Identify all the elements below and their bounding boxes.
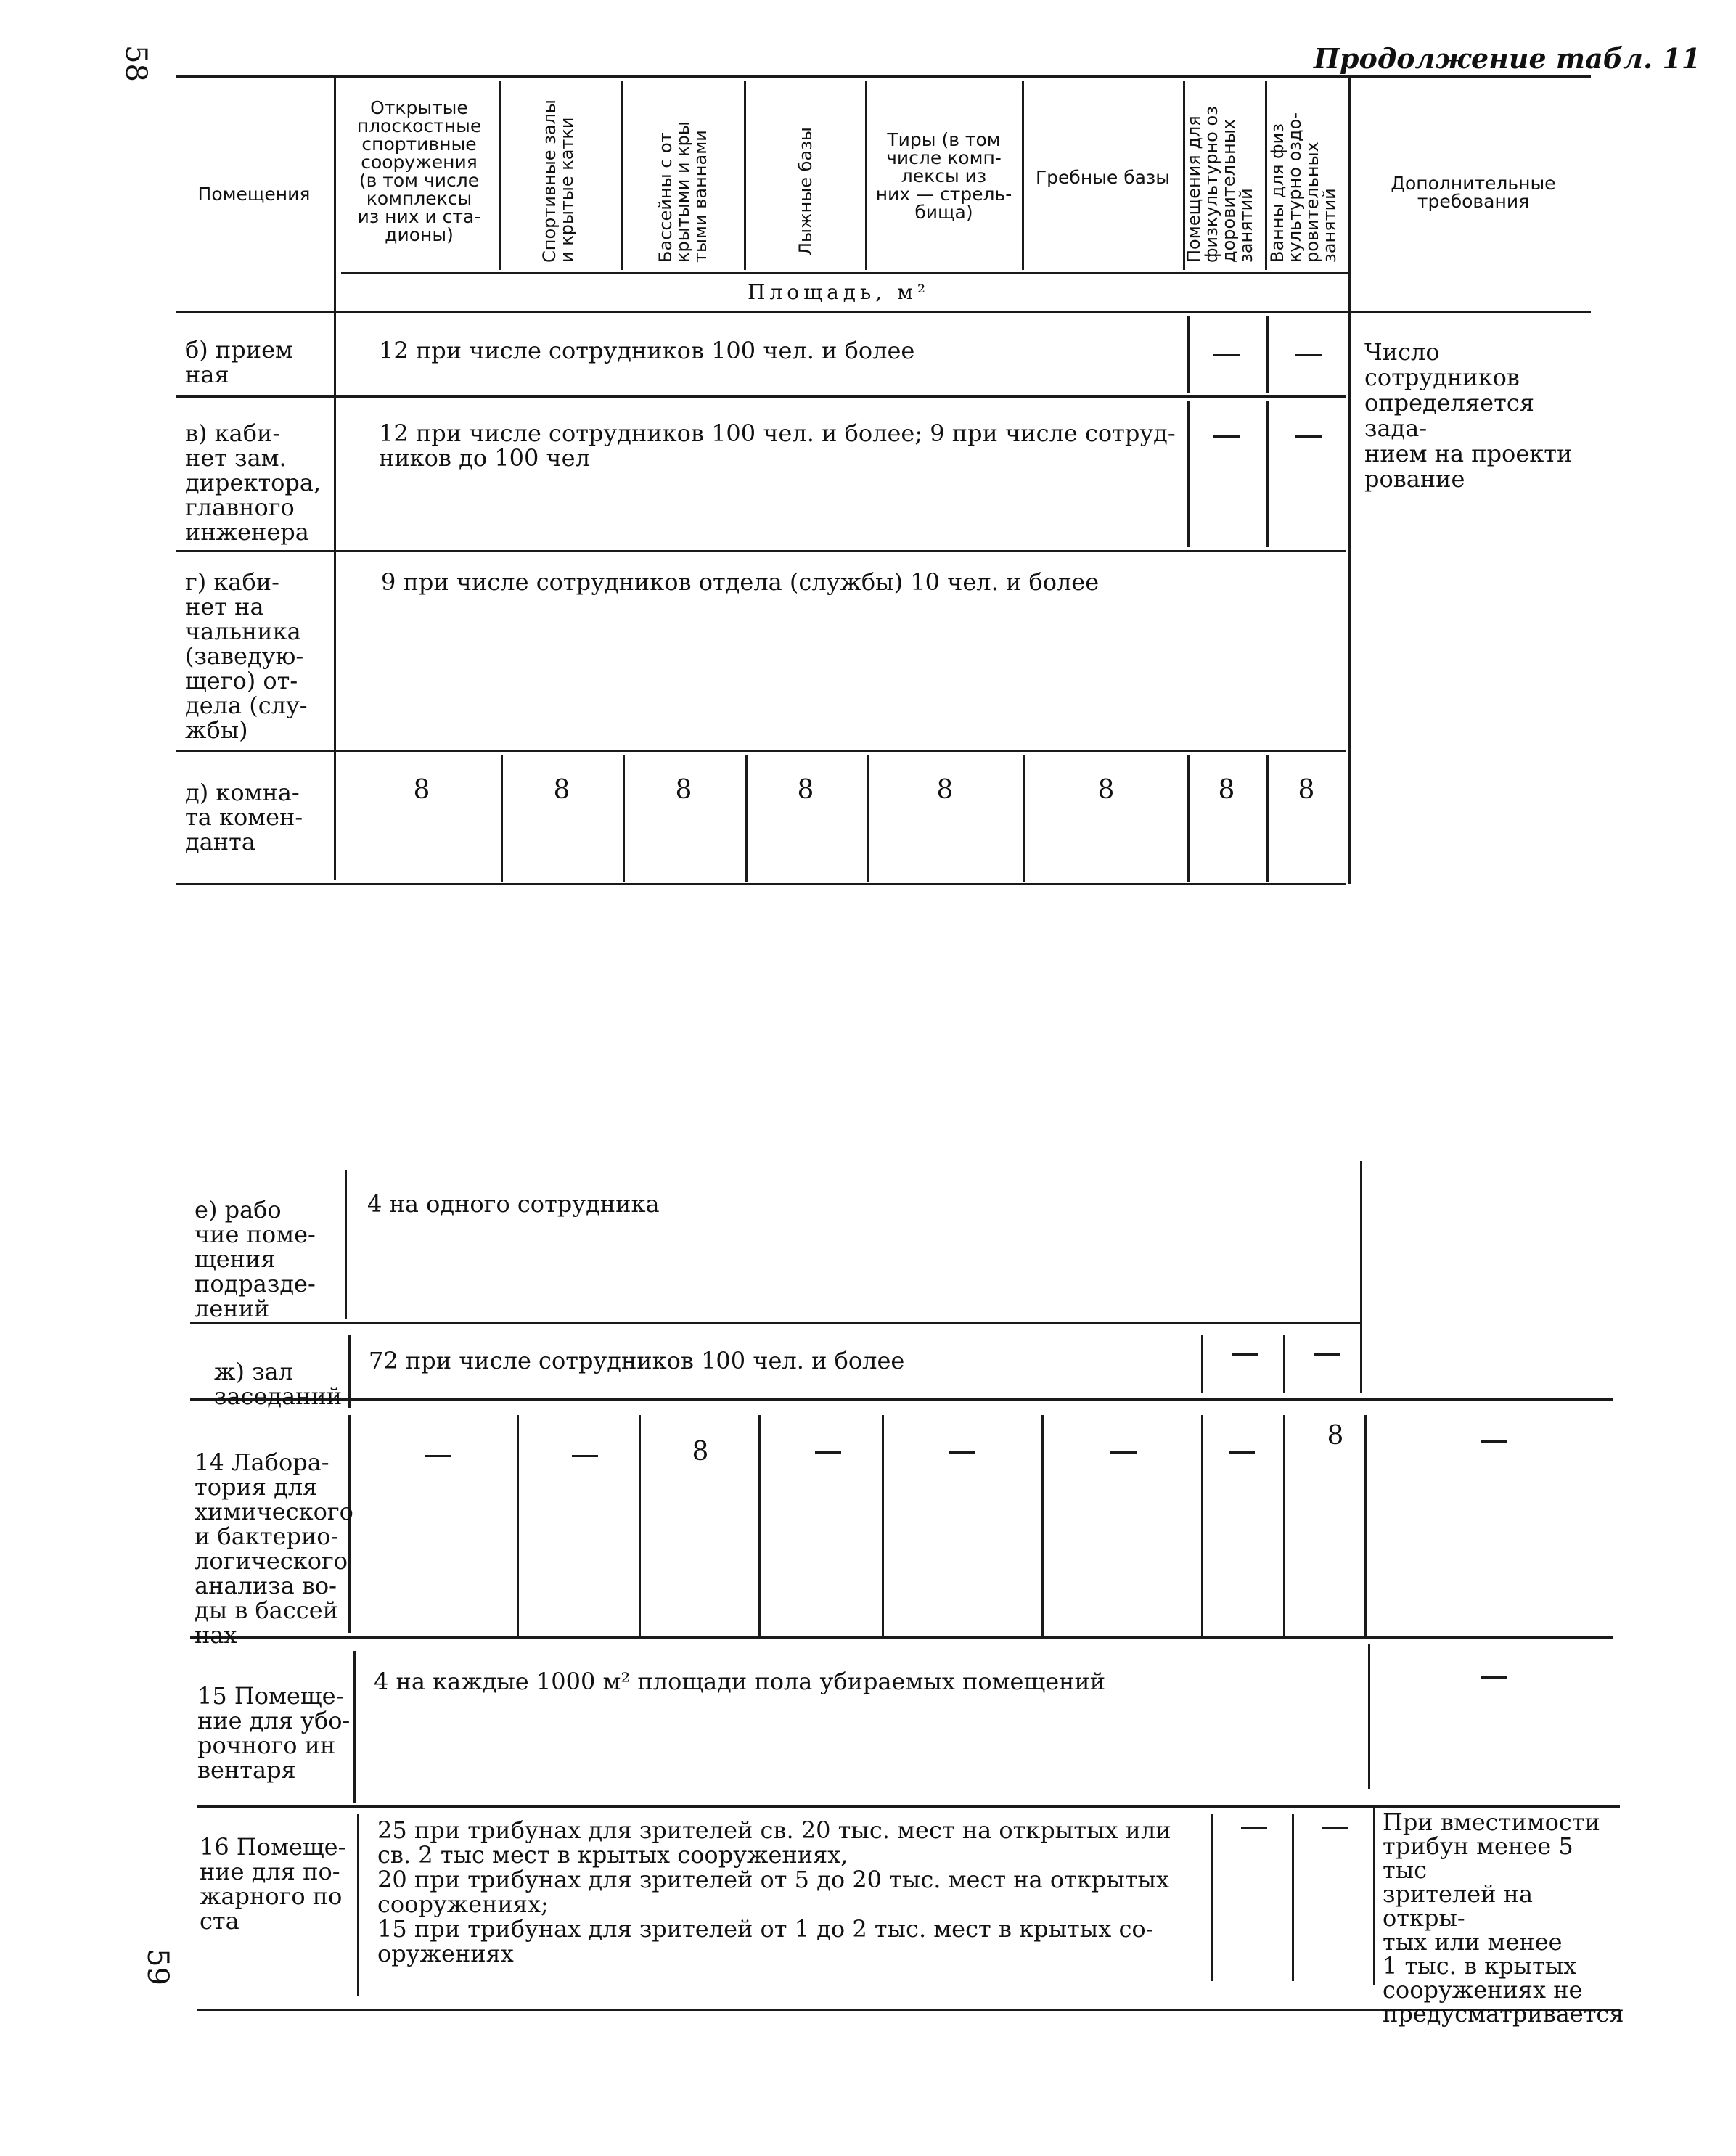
vline-16-1: [1211, 1814, 1213, 1981]
header-rowing: Гребные базы: [1035, 167, 1171, 188]
vline-c2: [621, 81, 623, 270]
row-g-name: г) каби- нет на чальника (заведую- щего) от- дела (слу- жбы): [185, 568, 308, 744]
vline-c3: [744, 81, 746, 270]
row-14-dash: [1110, 1451, 1137, 1454]
row-14-dash: [425, 1455, 451, 1457]
vline-v-1: [1187, 401, 1190, 547]
vline-v-2: [1266, 401, 1269, 547]
vline-b-1: [1187, 316, 1190, 393]
vline-d-1: [501, 755, 503, 882]
vline-c4: [865, 81, 867, 270]
vline-zh-1: [1201, 1335, 1203, 1393]
continuation-label: Продолжение табл. 11: [1314, 42, 1701, 75]
rule-area: [341, 272, 1350, 274]
row-14-dash: [949, 1451, 975, 1454]
row-zh-dash-1: [1232, 1353, 1258, 1356]
row-14-dash: [572, 1455, 598, 1457]
row-b-name: б) прием ная: [185, 336, 293, 388]
rule-15: [197, 1805, 1620, 1808]
row-b-dash-1: [1213, 354, 1240, 356]
vline-e-rooms: [345, 1170, 347, 1319]
vline-14-6: [1201, 1415, 1203, 1636]
row-v-dash-2: [1295, 435, 1322, 438]
vline-c5: [1022, 81, 1024, 270]
row-d-value: 8: [413, 775, 430, 805]
row-14-dash: [1229, 1451, 1255, 1454]
row-15-text: 4 на каждые 1000 м² площади пола убираемых помещений: [374, 1668, 1106, 1695]
vline-15-extra: [1368, 1644, 1370, 1789]
header-rooms: Помещения: [197, 184, 311, 205]
row-b-text: 12 при числе сотрудников 100 чел. и более: [379, 337, 915, 364]
vline-14-7: [1283, 1415, 1285, 1636]
vline-d-7: [1266, 755, 1269, 882]
vline-14-2: [639, 1415, 641, 1636]
vline-16-2: [1292, 1814, 1294, 1981]
row-v-text: 12 при числе сотрудников 100 чел. и более; 9 при числе сотруд- ников до 100 чел: [379, 419, 1176, 472]
vline-zh-rooms: [348, 1335, 351, 1408]
row-14-dash: [1481, 1440, 1507, 1443]
vline-14-3: [758, 1415, 761, 1636]
row-16-dash-2: [1322, 1827, 1348, 1829]
row-15-name: 15 Помеще- ние для убо- рочного ин вентаря: [197, 1682, 351, 1784]
row-d-value: 8: [1298, 775, 1315, 805]
row-zh-text: 72 при числе сотрудников 100 чел. и более: [369, 1347, 905, 1374]
row-zh-dash-2: [1314, 1353, 1340, 1356]
vline-16-extra: [1373, 1807, 1375, 1985]
header-sport-halls: Спортивные залы и крытые катки: [539, 99, 577, 263]
header-pools: Бассейны с от крытыми и кры тыми ваннами: [655, 121, 711, 263]
row-d-value: 8: [1097, 775, 1115, 805]
header-shooting: Тиры (в том числе комп- лексы из них — стрель- бища): [875, 129, 1012, 223]
row-16-dash-1: [1241, 1827, 1267, 1829]
vline-d-4: [867, 755, 869, 882]
rule-e: [190, 1322, 1360, 1324]
header-extra-requirements: Дополнительные требования: [1391, 173, 1556, 212]
rule-v: [176, 550, 1346, 552]
row-v-name: в) каби- нет зам. директора, главного инженера: [185, 419, 322, 546]
header-open-facilities: Открытые плоскостные спортивные сооружения (в том числе комплексы из них и ста- дионы): [356, 97, 482, 245]
row-16-extra: При вместимости трибун менее 5 тыс зрителей на откры- тых или менее 1 тыс. в крытых сооружениях не предусматривается: [1383, 1808, 1624, 2028]
vline-d-5: [1023, 755, 1025, 882]
row-d-name: д) комна- та комен- данта: [185, 779, 303, 856]
page-number-top: 58: [119, 45, 152, 82]
row-16-text: 25 при трибунах для зрителей св. 20 тыс. мест на открытых или св. 2 тыс мест в крытых сооружениях, 20 при трибунах для зрителей от 5 до 20 тыс. мест на открытых сооружениях; 15 при трибунах для зрителей от 1 до 2 тыс. мест в крытых со- оружениях: [377, 1816, 1171, 1967]
vline-e-extra: [1360, 1161, 1362, 1393]
row-d-value: 8: [1218, 775, 1235, 805]
vline-zh-2: [1283, 1335, 1285, 1393]
rule-zh: [190, 1398, 1613, 1401]
row-14-name: 14 Лабора- тория для химического и бактерио- логического анализа во- ды в бассей нах: [195, 1448, 353, 1649]
rule-g: [176, 750, 1346, 752]
page-number-bottom: 59: [141, 1948, 174, 1985]
row-14-value: 8: [692, 1437, 709, 1467]
header-fitness-rooms: Помещения для физкультурно оз доровительных занятий: [1184, 106, 1256, 263]
row-b-dash-2: [1295, 354, 1322, 356]
row-b-extra: Число сотрудников определяется зада- нием на проекти рование: [1364, 338, 1573, 493]
rule-d: [176, 883, 1346, 885]
header-area-label: Площадь, м²: [748, 280, 930, 304]
rule-top: [176, 75, 1591, 78]
row-g-text: 9 при числе сотрудников отдела (службы) 10 чел. и более: [381, 568, 1100, 596]
header-fitness-baths: Ванны для физ культурно оздо- ровительных занятий: [1267, 112, 1340, 263]
vline-14-1: [517, 1415, 519, 1636]
row-v-dash-1: [1213, 435, 1240, 438]
vline-b-2: [1266, 316, 1269, 393]
vline-c1: [499, 81, 501, 270]
vline-rooms: [334, 78, 336, 880]
row-d-value: 8: [553, 775, 570, 805]
vline-extra: [1348, 78, 1351, 884]
header-ski-bases: Лыжные базы: [795, 127, 816, 255]
rule-b: [176, 395, 1346, 398]
row-14-value: 8: [1327, 1421, 1344, 1451]
vline-d-3: [745, 755, 748, 882]
vline-15-rooms: [353, 1651, 356, 1803]
row-16-name: 16 Помеще- ние для по- жарного по ста: [200, 1833, 346, 1935]
row-d-value: 8: [675, 775, 692, 805]
vline-14-8: [1364, 1415, 1367, 1636]
vline-14-4: [882, 1415, 884, 1636]
vline-d-2: [623, 755, 625, 882]
row-14-dash: [815, 1451, 841, 1454]
row-e-name: е) рабо чие поме- щения подразде- лений: [195, 1196, 316, 1322]
vline-d-6: [1187, 755, 1190, 882]
rule-14: [190, 1636, 1613, 1639]
row-zh-name: ж) зал заседаний: [214, 1358, 343, 1410]
row-15-extra-dash: [1481, 1676, 1507, 1679]
vline-16-rooms: [357, 1814, 359, 1996]
row-d-value: 8: [797, 775, 814, 805]
row-d-value: 8: [936, 775, 954, 805]
row-e-text: 4 на одного сотрудника: [367, 1190, 660, 1218]
vline-14-5: [1041, 1415, 1044, 1636]
rule-header-bottom: [176, 311, 1591, 313]
